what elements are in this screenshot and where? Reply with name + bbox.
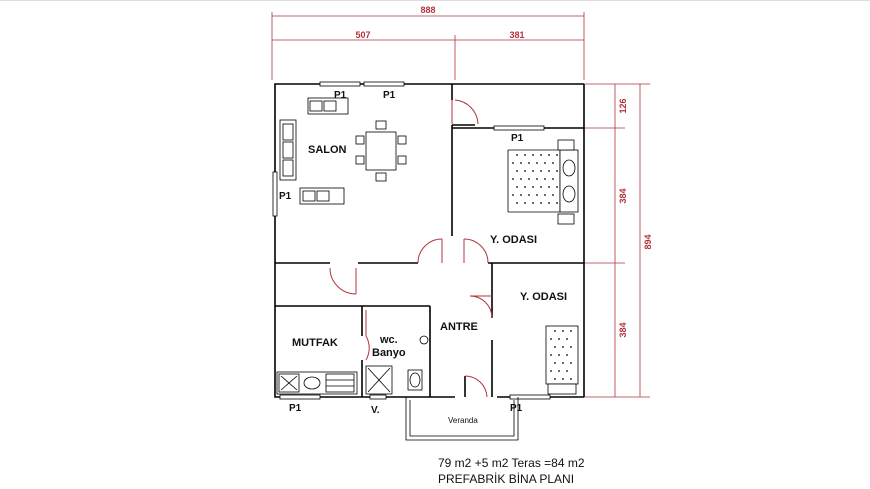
bed-pattern-dot [544, 178, 546, 180]
total-width-dimension: 888 [420, 5, 436, 15]
bed-pattern-dot [536, 194, 538, 196]
bed-pattern-dot [532, 202, 534, 204]
bed-pattern-dot [566, 354, 568, 356]
bed-pattern-dot [570, 346, 572, 348]
bed-pattern-dot [552, 162, 554, 164]
bed-pattern-dot [524, 170, 526, 172]
bed-pattern-dot [548, 154, 550, 156]
window-label: P1 [279, 191, 292, 202]
bed-pattern-dot [570, 330, 572, 332]
bed-double [508, 140, 578, 224]
bed-pattern-dot [548, 170, 550, 172]
bed-pattern-dot [558, 354, 560, 356]
bed-pattern-dot [540, 170, 542, 172]
bed-pattern-dot [562, 346, 564, 348]
doors [330, 100, 492, 397]
right-mid-dimension: 384 [618, 188, 628, 204]
bed-pattern-dot [512, 178, 514, 180]
bed-pattern-dot [524, 154, 526, 156]
bed-pattern-dot [548, 186, 550, 188]
right-width-dimension: 381 [509, 30, 525, 40]
bed-single [546, 326, 578, 394]
bed-pattern-dot [570, 362, 572, 364]
window-label: P1 [510, 403, 523, 414]
bed-pattern-dot [562, 330, 564, 332]
window-label: P1 [289, 403, 302, 414]
bed-pattern-dot [512, 194, 514, 196]
bed-pattern-dot [544, 162, 546, 164]
bed-pattern-dot [536, 178, 538, 180]
bed-pattern-dot [550, 370, 552, 372]
bed-pattern-dot [554, 362, 556, 364]
bed-pattern-dot [532, 170, 534, 172]
bed-pattern-dot [566, 338, 568, 340]
bed-pattern-dot [554, 330, 556, 332]
bed-pattern-dot [558, 338, 560, 340]
bed-pattern-dot [566, 370, 568, 372]
room-label-bathroom: Banyo [372, 347, 406, 359]
bed-pattern-dot [516, 170, 518, 172]
bed-pattern-dot [536, 162, 538, 164]
room-label-wc: wc. [380, 334, 398, 346]
bed-pattern-dot [562, 378, 564, 380]
room-label-salon: SALON [308, 144, 347, 156]
bed-pattern-dot [516, 202, 518, 204]
walls [275, 84, 584, 397]
window-label: P1 [383, 90, 396, 101]
room-label-bedroom-1: Y. ODASI [490, 234, 538, 246]
bed-pattern-dot [528, 178, 530, 180]
bed-pattern-dot [556, 186, 558, 188]
plan-title: PREFABRİK BİNA PLANI [438, 472, 575, 486]
bed-pattern-dot [528, 194, 530, 196]
top-dimension-lines [272, 12, 584, 80]
bed-pattern-dot [558, 370, 560, 372]
kitchen-counter [277, 372, 357, 394]
bed-pattern-dot [540, 154, 542, 156]
right-total-dimension: 894 [643, 234, 653, 250]
window-label: V. [371, 405, 380, 416]
bed-pattern-dot [520, 178, 522, 180]
window-label: P1 [334, 90, 347, 101]
bed-pattern-dot [550, 338, 552, 340]
bed-pattern-dot [540, 202, 542, 204]
bed-pattern-dot [532, 154, 534, 156]
bed-pattern-dot [552, 178, 554, 180]
right-top-dimension: 126 [618, 98, 628, 114]
right-bottom-dimension: 384 [618, 322, 628, 338]
left-width-dimension: 507 [355, 30, 371, 40]
bed-pattern-dot [556, 170, 558, 172]
bed-pattern-dot [524, 202, 526, 204]
bed-pattern-dot [540, 186, 542, 188]
bed-pattern-dot [554, 346, 556, 348]
bed-pattern-dot [548, 202, 550, 204]
right-dimension-lines [584, 84, 650, 397]
bed-pattern-dot [552, 194, 554, 196]
bed-pattern-dot [520, 162, 522, 164]
bed-pattern-dot [512, 162, 514, 164]
bed-pattern-dot [570, 378, 572, 380]
bed-pattern-dot [550, 354, 552, 356]
room-label-bedroom-2: Y. ODASI [520, 291, 568, 303]
bed-pattern-dot [544, 194, 546, 196]
room-label-hall: ANTRE [440, 321, 478, 333]
room-label-veranda: Veranda [448, 416, 478, 425]
area-summary: 79 m2 +5 m2 Teras =84 m2 [438, 456, 585, 470]
room-label-kitchen: MUTFAK [292, 337, 338, 349]
bed-pattern-dot [556, 202, 558, 204]
bed-pattern-dot [554, 378, 556, 380]
bed-pattern-dot [524, 186, 526, 188]
bed-pattern-dot [532, 186, 534, 188]
bed-pattern-dot [556, 154, 558, 156]
bed-pattern-dot [516, 154, 518, 156]
bed-pattern-dot [516, 186, 518, 188]
bed-pattern-dot [562, 362, 564, 364]
window-label: P1 [511, 133, 524, 144]
bed-pattern-dot [520, 194, 522, 196]
bed-pattern-dot [528, 162, 530, 164]
